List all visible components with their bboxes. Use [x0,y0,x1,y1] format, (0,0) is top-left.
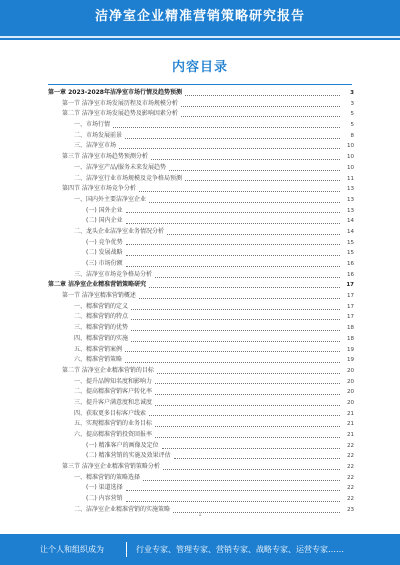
toc-entry[interactable] [48,216,354,227]
toc-entry[interactable] [48,238,354,249]
toc-leader-dots [167,234,340,235]
toc-entry[interactable] [48,174,354,185]
toc-entry[interactable] [48,259,354,270]
toc-leader-dots [131,330,340,331]
toc-leader-dots [126,501,340,502]
toc-entry-label: 第三节 洁净室企业精准营销策略分析 [62,463,160,471]
toc-leader-dots [125,138,340,139]
toc-entry-page: 17 [347,303,354,310]
toc-entry-label: 第三节 洁净室市场趋势预测分析 [62,153,148,161]
toc-entry-label: (三) 市场份额 [86,260,123,267]
toc-leader-dots [185,180,340,181]
toc-entry[interactable] [48,302,354,313]
footer-bar [0,534,400,565]
toc-entry-label: 一、精准营销的策略选择 [74,473,141,481]
toc-entry[interactable] [48,248,354,259]
toc-entry-label: (二) 国内企业 [86,217,123,225]
toc-entry-label: 二、洁净室行业市场规模及竞争格局预测 [74,174,183,182]
toc-leader-dots [126,266,340,267]
toc-entry-page: 17 [347,293,354,300]
header-bar [0,0,400,40]
toc-entry-page: 10 [347,154,354,161]
toc-entry[interactable] [48,441,354,452]
toc-entry-label: 一、提升品牌知名度和影响力 [74,377,153,385]
toc-leader-dots [155,394,340,395]
toc-entry[interactable] [48,494,354,505]
toc-entry[interactable] [48,291,354,302]
toc-leader-dots [149,202,340,203]
toc-entry-page: 21 [347,421,354,428]
toc-leader-dots [155,405,340,406]
toc-entry-page: 16 [347,271,354,278]
page-number: 1 [198,512,202,518]
toc-entry-label: 三、精准营销的优势 [74,324,129,332]
toc-leader-dots [139,298,340,299]
toc-entry-label: 三、洁净室市场 [74,142,117,150]
toc-chapter-entry[interactable] [48,88,354,99]
toc-leader-dots [119,148,340,149]
toc-entry-page: 10 [347,164,354,171]
toc-entry-page: 22 [347,474,354,481]
toc-entry-label: 六、精准营销策略 [74,356,123,364]
toc-leader-dots [169,170,340,171]
toc-leader-dots [185,95,340,96]
toc-entry-label: 五、实现精准营销的业务目标 [74,420,153,428]
toc-entry[interactable] [48,419,354,430]
toc-entry-page: 22 [347,453,354,460]
toc-entry[interactable] [48,355,354,366]
toc-entry-label: 第一章 2023-2028年洁净室市场行情及趋势预测 [48,89,182,96]
toc-leader-dots [126,212,340,213]
toc-leader-dots [157,373,340,374]
toc-entry[interactable] [48,430,354,441]
toc-leader-dots [126,244,340,245]
toc-entry[interactable] [48,473,354,484]
toc-entry-page: 15 [347,250,354,257]
toc-entry[interactable] [48,334,354,345]
toc-entry-label: 四、获取更多目标客户线索 [74,409,147,417]
toc-entry-label: 二、精准营销的特点 [74,313,129,321]
toc-entry[interactable] [48,206,354,217]
toc-leader-dots [139,191,340,192]
toc-chapter-entry[interactable] [48,280,354,291]
toc-entry-label: (一) 渠道选择 [86,484,123,492]
report-title: 洁净室企业精准营销策略研究报告 [94,9,305,24]
toc-entry-page: 13 [347,207,354,214]
toc-entry-page: 21 [347,432,354,438]
toc-entry-page: 17 [346,282,354,289]
toc-entry-label: 第四节 洁净室市场竞争分析 [62,185,136,193]
toc-entry-label: 六、提高精准营销投资回报率 [74,431,153,438]
toc-entry-page: 19 [347,357,354,364]
toc-entry[interactable] [48,312,354,323]
toc-entry[interactable] [48,131,354,142]
toc-entry-label: 一、市场行情 [74,121,111,129]
toc-entry[interactable] [48,387,354,398]
toc-entry[interactable] [48,195,354,206]
toc-entry-label: 第二节 洁净室市场发展趋势及影响因素分析 [62,110,178,118]
toc-entry-page: 19 [347,346,354,353]
toc-entry-page: 18 [347,325,354,332]
toc-entry[interactable] [48,398,354,409]
toc-entry-label: 第一节 洁净室精准营销概述 [62,292,136,300]
toc-leader-dots [125,351,340,352]
toc-entry-label: 二、市场发展前景 [74,131,123,139]
toc-leader-dots [155,426,340,427]
toc-entry-label: 一、洁净室产品/服务未来发展趋势 [74,163,167,171]
toc-entry-page: 23 [347,506,354,513]
toc-entry-page: 14 [347,218,354,225]
toc-entry-label: 三、提升客户满意度和忠诚度 [74,398,153,406]
toc-entry[interactable] [48,345,354,356]
toc-leader-dots [126,223,340,224]
toc-entry-label: (二) 发展战略 [86,249,123,257]
toc-entry-page: 20 [347,378,354,385]
toc-entry-label: 一、精准营销的定义 [74,302,129,310]
toc-entry[interactable] [48,141,354,152]
toc-leader-dots [125,362,340,363]
toc-entry-label: (二) 内容营销 [86,495,123,503]
toc-entry[interactable] [48,163,354,174]
toc-leader-dots [126,255,340,256]
toc-entry[interactable] [48,184,354,195]
toc-leader-dots [143,480,340,481]
toc-leader-dots [131,319,340,320]
toc-entry[interactable] [48,451,354,462]
toc-entry-label: (二) 精准营销的实施及效果评估 [86,452,171,460]
toc-entry-page: 20 [347,399,354,406]
toc-entry-page: 18 [347,335,354,342]
toc-entry-page: 5 [350,122,354,129]
toc-entry-label: 三、洁净室市场竞争格局分析 [74,270,153,278]
toc-entry[interactable] [48,227,354,238]
toc-entry-page: 16 [347,261,354,267]
footer-divider [126,542,127,557]
toc-entry-page: 20 [347,367,354,374]
toc-leader-dots [155,277,340,278]
toc-entry-label: 一、国内外主要洁净室企业 [74,195,147,203]
toc-entry[interactable] [48,99,354,110]
toc-leader-dots [131,341,340,342]
toc-entry-page: 11 [347,175,354,182]
toc-entry-page: 8 [350,132,354,139]
toc-entry-page: 13 [347,186,354,193]
toc-leader-dots [149,287,340,288]
toc-leader-dots [181,116,340,117]
toc-leader-dots [149,415,340,416]
toc-entry-label: 二、洁净室企业精准营销的实施策略 [74,505,171,513]
toc-title: 内容目录 [171,60,228,75]
toc-entry[interactable] [48,462,354,473]
toc-entry-page: 22 [347,496,354,503]
toc-entry-page: 3 [350,100,354,107]
toc-leader-dots [131,309,340,310]
toc-leader-dots [155,383,340,384]
toc-leader-dots [155,437,340,438]
toc-leader-dots [126,490,340,491]
toc-entry-label: 第一节 洁净室市场发展历程及市场规模分析 [62,99,178,107]
toc-entry-page: 3 [350,90,354,96]
toc-entry-page: 13 [347,196,354,203]
toc-entry-label: 二、龙头企业洁净室业务情况分析 [74,227,165,235]
toc-entry-label: 第二节 洁净室企业精准营销的目标 [62,366,154,374]
toc-entry[interactable] [48,270,354,281]
footer-slogan-left: 让个人和组织成为 [40,545,104,554]
table-of-contents [48,88,354,516]
toc-entry-label: 第二章 洁净室企业精准营销策略研究 [48,281,147,289]
toc-entry-label: (一) 精准客户的画像及定位 [86,441,159,449]
toc-leader-dots [174,458,340,459]
toc-leader-dots [113,127,340,128]
footer-slogan-right: 行业专家、管理专家、营销专家、战略专家、运营专家…… [136,545,344,554]
toc-entry-page: 14 [347,228,354,235]
toc-entry-page: 22 [347,485,354,492]
toc-entry[interactable] [48,483,354,494]
toc-entry-page: 22 [347,464,354,471]
toc-entry-page: 17 [347,314,354,321]
toc-entry-label: (一) 竞争优势 [86,238,123,246]
toc-leader-dots [181,106,340,107]
toc-entry[interactable] [48,152,354,163]
toc-entry-page: 10 [347,143,354,150]
toc-entry[interactable] [48,366,354,377]
toc-entry-page: 21 [347,410,354,417]
toc-entry-label: (一) 国外企业 [86,206,123,214]
toc-leader-dots [162,448,340,449]
toc-entry-label: 二、提高精准营销客户转化率 [74,388,153,396]
toc-divider [48,84,352,85]
toc-leader-dots [163,469,340,470]
toc-entry[interactable] [48,323,354,334]
toc-entry[interactable] [48,120,354,131]
toc-entry-page: 15 [347,239,354,246]
toc-leader-dots [151,159,340,160]
toc-entry[interactable] [48,409,354,420]
toc-entry-page: 5 [350,111,354,118]
toc-entry[interactable] [48,377,354,388]
toc-entry-label: 四、精准营销的实施 [74,334,129,342]
toc-entry-page: 20 [347,389,354,396]
toc-entry-label: 五、精准营销案例 [74,345,123,353]
header-divider [0,36,400,38]
toc-entry[interactable] [48,109,354,120]
toc-entry-page: 22 [347,442,354,449]
